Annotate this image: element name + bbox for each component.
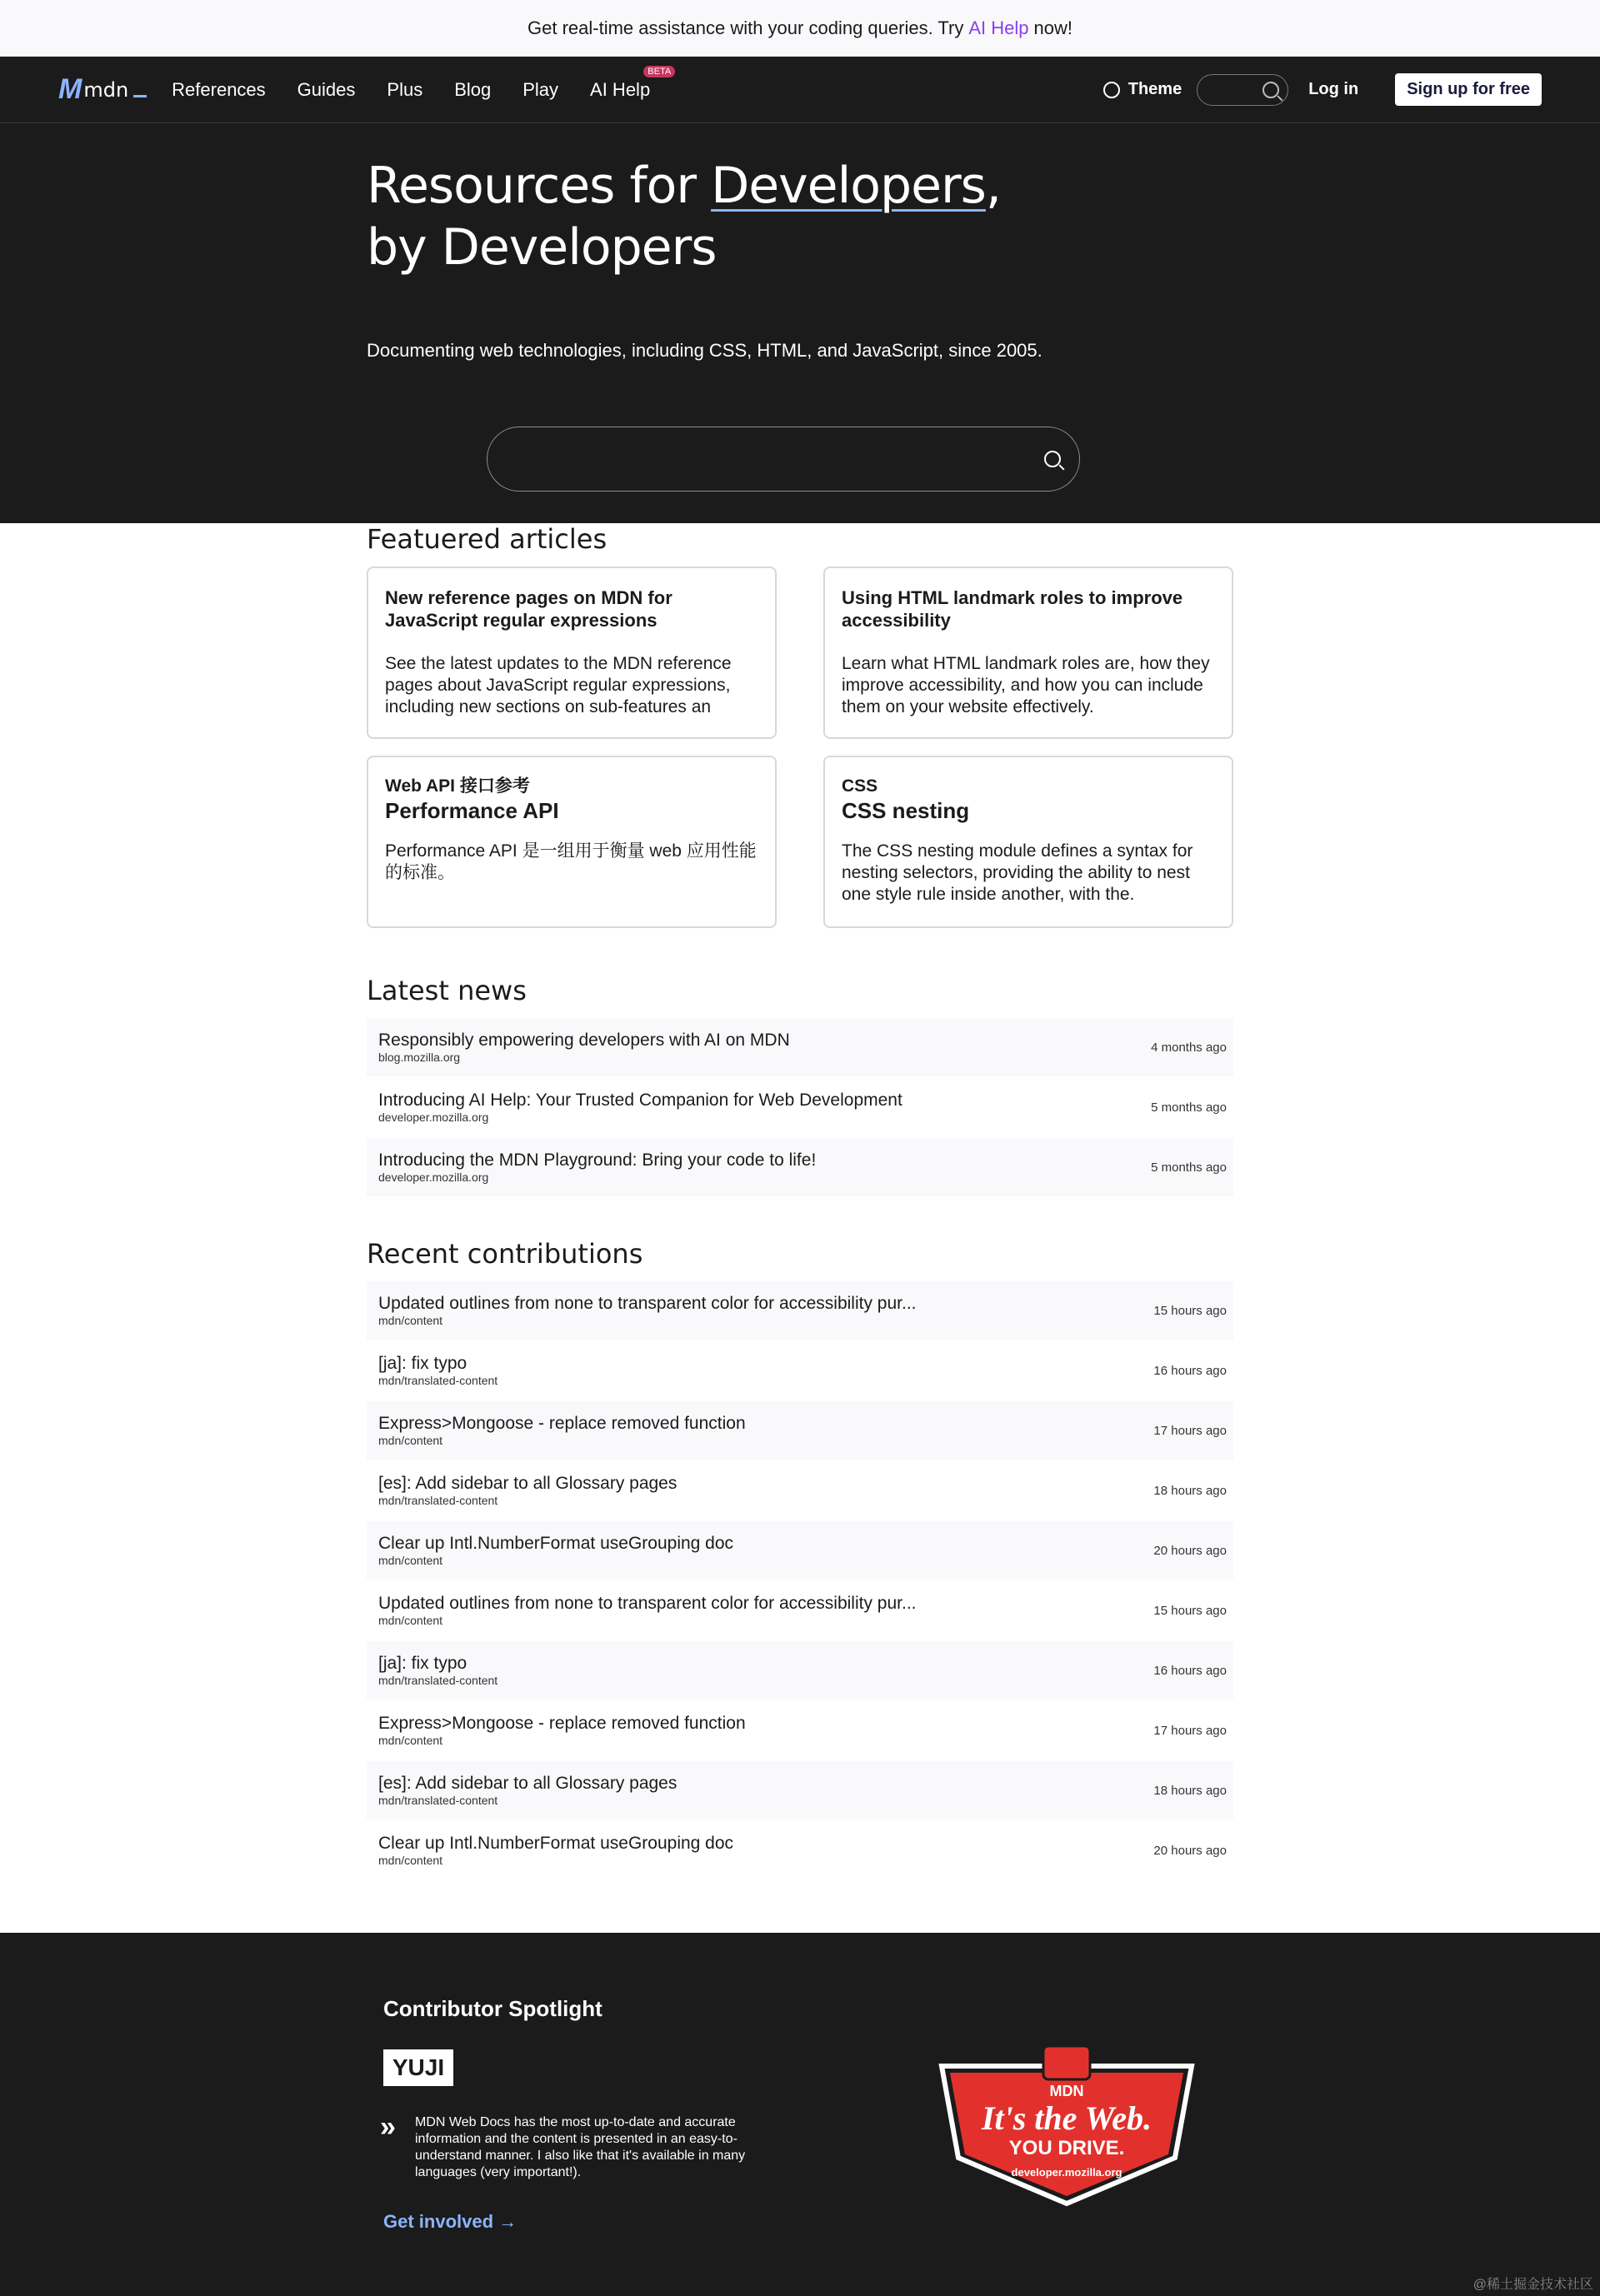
news-item-title[interactable]: Responsibly empowering developers with AI on MDN [378, 1031, 790, 1050]
contrib-item-title[interactable]: [es]: Add sidebar to all Glossary pages [378, 1474, 678, 1493]
contrib-item[interactable] [367, 1281, 1233, 1340]
contrib-list [367, 1281, 1233, 1879]
contrib-title: Recent contributions [367, 1238, 643, 1270]
login-link[interactable]: Log in [1308, 80, 1359, 98]
featured-card[interactable] [823, 567, 1233, 739]
contrib-item-repo[interactable]: mdn/content [378, 1734, 443, 1747]
news-item[interactable] [367, 1078, 1233, 1136]
contrib-item-repo[interactable]: mdn/translated-content [378, 1374, 498, 1387]
theme-button[interactable] [1103, 80, 1182, 99]
mdn-logo[interactable] [58, 73, 147, 106]
signup-button[interactable]: Sign up for free [1395, 73, 1542, 106]
contrib-item-title[interactable]: Clear up Intl.NumberFormat useGrouping doc [378, 1834, 734, 1853]
featured-title: Featuered articles [367, 523, 608, 555]
spotlight-title: Contributor Spotlight [383, 1996, 602, 2021]
news-list [367, 1018, 1233, 1196]
contrib-item[interactable] [367, 1641, 1233, 1700]
contrib-item-repo[interactable]: mdn/content [378, 1434, 443, 1447]
nav-search-input[interactable] [1197, 74, 1288, 106]
contrib-item-repo[interactable]: mdn/content [378, 1854, 443, 1867]
nav-ai-help[interactable] [590, 66, 672, 101]
banner-text: Get real-time assistance with your coding queries. Try [528, 17, 964, 38]
hero-title-after: , by Developers [367, 157, 1001, 277]
hero-subtitle: Documenting web technologies, including CSS, HTML, and JavaScript, since 2005. [367, 340, 1042, 361]
sun-icon [1103, 82, 1120, 98]
badge-mdn: MDN [1049, 2083, 1084, 2099]
nav-play[interactable]: Play [522, 78, 559, 100]
news-item[interactable] [367, 1018, 1233, 1076]
contrib-item-repo[interactable]: mdn/content [378, 1554, 443, 1567]
featured-cards [367, 567, 1233, 928]
news-item-time: 4 months ago [1151, 1040, 1227, 1055]
news-title: Latest news [367, 975, 527, 1006]
contrib-item[interactable] [367, 1461, 1233, 1520]
badge-sub: YOU DRIVE. [1008, 2137, 1125, 2159]
featured-card[interactable] [367, 756, 777, 928]
contrib-item-time: 15 hours ago [1153, 1303, 1227, 1318]
contrib-item[interactable] [367, 1341, 1233, 1400]
contrib-item-time: 20 hours ago [1153, 1843, 1227, 1858]
news-item-time: 5 months ago [1151, 1160, 1227, 1175]
top-banner [0, 0, 1600, 57]
contrib-item-repo[interactable]: mdn/content [378, 1614, 443, 1627]
contrib-item-repo[interactable]: mdn/translated-content [378, 1794, 498, 1807]
contrib-item-repo[interactable]: mdn/translated-content [378, 1674, 498, 1687]
get-involved-link[interactable]: Get involved → [383, 2211, 518, 2232]
nav-guides[interactable]: Guides [297, 78, 356, 100]
banner-ai-help-link[interactable]: AI Help [968, 17, 1029, 38]
contrib-item-time: 16 hours ago [1153, 1663, 1227, 1678]
recent-contributions [367, 1238, 1233, 1879]
nav-blog[interactable]: Blog [454, 78, 492, 100]
mdn-logo-icon: M [58, 73, 79, 105]
news-item-source: developer.mozilla.org [378, 1111, 489, 1124]
card-title: New reference pages on MDN for JavaScript regular expressions [385, 587, 672, 631]
badge-main: It's the Web. [981, 2099, 1152, 2137]
hero-search-input[interactable] [487, 427, 1080, 492]
latest-news [367, 975, 1233, 1196]
logo-cursor-icon [133, 95, 147, 97]
contrib-item-title[interactable]: Clear up Intl.NumberFormat useGrouping doc [378, 1534, 734, 1553]
watermark: @稀土掘金技术社区 [1472, 2278, 1593, 2292]
featured-card[interactable] [823, 756, 1233, 928]
news-item-source: developer.mozilla.org [378, 1170, 489, 1184]
banner-text-after: now! [1033, 17, 1072, 38]
hero [0, 123, 1600, 523]
contrib-item[interactable] [367, 1821, 1233, 1879]
main-content [367, 523, 1233, 1881]
contrib-item-time: 15 hours ago [1153, 1603, 1227, 1618]
top-nav [0, 57, 1600, 123]
hero-title-before: Resources for [367, 157, 712, 215]
spotlight-quote: MDN Web Docs has the most up-to-date and accurate information and the content is presented in an easy-to-understand manner. I also like that it's available in many languages (very important!). [415, 2115, 746, 2179]
nav-ai-help-label: AI Help [590, 78, 651, 100]
contrib-item-time: 20 hours ago [1153, 1543, 1227, 1558]
news-item-source: blog.mozilla.org [378, 1051, 461, 1064]
contrib-item-repo[interactable]: mdn/content [378, 1314, 443, 1327]
contrib-item[interactable] [367, 1581, 1233, 1640]
contrib-item-title[interactable]: Updated outlines from none to transparent color for accessibility pur... [378, 1594, 917, 1613]
theme-label: Theme [1128, 80, 1182, 98]
badge-url: developer.mozilla.org [1011, 2166, 1122, 2179]
contrib-item-title[interactable]: Updated outlines from none to transparent color for accessibility pur... [378, 1294, 917, 1313]
contrib-item-time: 18 hours ago [1153, 1783, 1227, 1798]
nav-plus[interactable]: Plus [387, 78, 423, 100]
card-desc: Performance API 是一组用于衡量 web 应用性能的标准。 [385, 841, 757, 882]
its-the-web-badge [925, 2033, 1208, 2208]
card-desc: The CSS nesting module defines a syntax for nesting selectors, providing the ability to nest one style rule inside another, with the. [842, 841, 1193, 904]
quote-icon: » [380, 2111, 396, 2143]
nav-right [1103, 73, 1542, 106]
contrib-item[interactable] [367, 1701, 1233, 1759]
contributor-spotlight [0, 1933, 1600, 2296]
hero-title [367, 155, 1067, 278]
news-item-title[interactable]: Introducing AI Help: Your Trusted Companion for Web Development [378, 1091, 902, 1110]
card-kicker: CSS [842, 776, 878, 796]
news-item-time: 5 months ago [1151, 1100, 1227, 1115]
contrib-item-title[interactable]: [ja]: fix typo [378, 1654, 468, 1673]
contrib-item-title[interactable]: [es]: Add sidebar to all Glossary pages [378, 1774, 678, 1793]
card-title: Using HTML landmark roles to improve accessibility [842, 587, 1183, 631]
contrib-item-time: 16 hours ago [1153, 1363, 1227, 1378]
beta-badge: BETA [643, 66, 675, 77]
contrib-item-title[interactable]: [ja]: fix typo [378, 1354, 468, 1373]
contrib-item-title[interactable]: Express>Mongoose - replace removed function [378, 1714, 746, 1733]
contrib-item-repo[interactable]: mdn/translated-content [378, 1494, 498, 1507]
news-item-title[interactable]: Introducing the MDN Playground: Bring your code to life! [378, 1150, 817, 1170]
logo-text: mdn [83, 77, 129, 102]
hero-title-link[interactable]: Developers [711, 157, 986, 215]
contributor-name[interactable]: YUJI [383, 2049, 453, 2086]
card-title: Performance API [385, 798, 559, 823]
card-kicker: Web API 接口参考 [385, 776, 530, 796]
search-icon [1262, 82, 1279, 98]
contrib-item-title[interactable]: Express>Mongoose - replace removed function [378, 1414, 746, 1433]
nav-links [172, 66, 672, 101]
card-desc: Learn what HTML landmark roles are, how they improve accessibility, and how you can include them on your website effectively. [842, 654, 1210, 716]
contrib-item[interactable] [367, 1761, 1233, 1819]
card-title: CSS nesting [842, 798, 970, 823]
contrib-item-time: 17 hours ago [1153, 1423, 1227, 1438]
nav-references[interactable]: References [172, 78, 266, 100]
featured-card[interactable] [367, 567, 777, 739]
news-item[interactable] [367, 1138, 1233, 1196]
badge-dino-icon [1043, 2046, 1090, 2079]
contrib-item-time: 17 hours ago [1153, 1723, 1227, 1738]
contrib-item-time: 18 hours ago [1153, 1483, 1227, 1498]
contrib-item[interactable] [367, 1401, 1233, 1460]
contrib-item[interactable] [367, 1521, 1233, 1580]
card-desc: See the latest updates to the MDN reference pages about JavaScript regular expressions, including new sections on sub-features an [385, 654, 732, 716]
search-icon[interactable] [1044, 451, 1061, 467]
